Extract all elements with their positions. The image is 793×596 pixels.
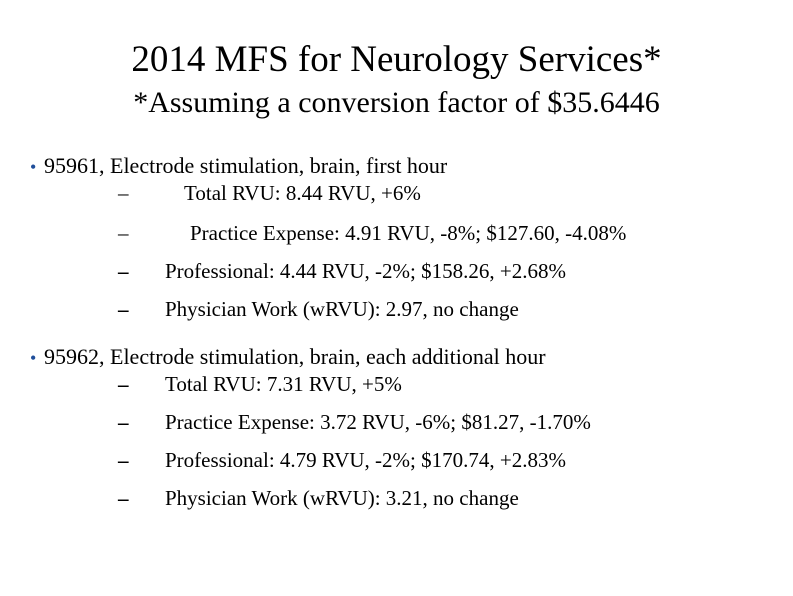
- sub-item-practice-expense: [118, 220, 718, 246]
- slide-subtitle: *Assuming a conversion factor of $35.6446: [133, 86, 660, 119]
- sub-item-professional: [118, 447, 718, 473]
- sub-item-text: Total RVU: 7.31 RVU, +5%: [165, 372, 402, 396]
- dash-icon: –: [118, 486, 129, 510]
- bullet-dot-icon: •: [30, 348, 37, 368]
- sub-item-total-rvu: [118, 371, 718, 397]
- dash-icon: –: [118, 372, 129, 396]
- dash-icon: –: [118, 297, 129, 321]
- bullet-heading: 95962, Electrode stimulation, brain, each additional hour: [44, 344, 546, 369]
- sub-item-text: Professional: 4.44 RVU, -2%; $158.26, +2.68%: [165, 259, 566, 283]
- sub-item-physician-work: [118, 485, 718, 511]
- dash-icon: –: [118, 410, 129, 434]
- sub-item-text: Physician Work (wRVU): 2.97, no change: [165, 297, 519, 321]
- sub-item-total-rvu: [118, 180, 718, 206]
- dash-icon: –: [118, 448, 129, 472]
- bullet-95961: [30, 153, 447, 180]
- sub-item-text: Total RVU: 8.44 RVU, +6%: [184, 181, 421, 205]
- bullet-heading: 95961, Electrode stimulation, brain, first hour: [44, 153, 448, 178]
- slide-title: 2014 MFS for Neurology Services*: [131, 39, 662, 80]
- sub-item-text: Practice Expense: 4.91 RVU, -8%; $127.60, -4.08%: [190, 221, 627, 245]
- dash-icon: –: [118, 221, 129, 245]
- dash-icon: –: [118, 181, 129, 205]
- sub-item-practice-expense: [118, 409, 718, 435]
- sub-item-physician-work: [118, 296, 718, 322]
- bullet-dot-icon: •: [30, 157, 37, 177]
- bullet-95962: [30, 344, 546, 371]
- sub-item-text: Practice Expense: 3.72 RVU, -6%; $81.27, -1.70%: [165, 410, 591, 434]
- dash-icon: –: [118, 259, 129, 283]
- sub-item-text: Physician Work (wRVU): 3.21, no change: [165, 486, 519, 510]
- sub-item-text: Professional: 4.79 RVU, -2%; $170.74, +2.83%: [165, 448, 566, 472]
- sub-item-professional: [118, 258, 718, 284]
